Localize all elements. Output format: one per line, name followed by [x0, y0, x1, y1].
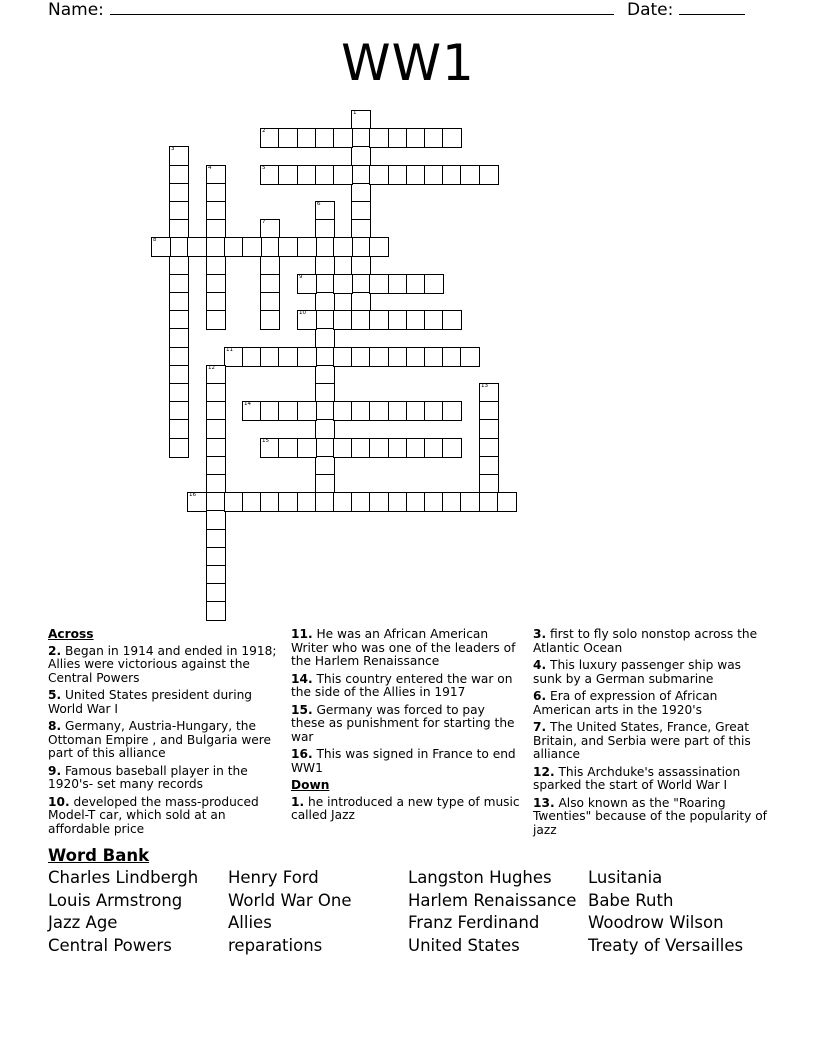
crossword-cell[interactable] [369, 128, 389, 148]
crossword-cell[interactable] [260, 165, 280, 185]
crossword-cell[interactable] [333, 492, 353, 512]
crossword-cell[interactable] [351, 201, 371, 221]
word-bank-item: Franz Ferdinand [408, 913, 540, 933]
crossword-cell[interactable] [206, 474, 226, 494]
crossword-cell[interactable] [260, 310, 280, 330]
crossword-cell[interactable] [406, 310, 426, 330]
word-bank-item: Woodrow Wilson [588, 913, 724, 933]
crossword-cell[interactable] [297, 274, 317, 294]
cell-number: 6 [317, 201, 321, 207]
word-bank-item: Jazz Age [48, 913, 118, 933]
crossword-cell[interactable] [278, 438, 298, 458]
crossword-cell[interactable] [297, 310, 317, 330]
crossword-cell[interactable] [169, 237, 189, 257]
clue-down-3: 3. first to fly solo nonstop across the Atlantic Ocean [533, 627, 758, 655]
cell-number: 11 [226, 347, 233, 353]
cell-number: 10 [299, 310, 306, 316]
word-bank-item: Charles Lindbergh [48, 868, 199, 887]
word-bank-item: Allies [228, 913, 272, 933]
crossword-cell[interactable] [315, 310, 335, 330]
date-label: Date: [627, 0, 674, 20]
crossword-cell[interactable] [369, 310, 389, 330]
crossword-cell[interactable] [315, 328, 335, 348]
crossword-cell[interactable] [169, 328, 189, 348]
word-bank-list [48, 867, 788, 957]
crossword-cell[interactable] [369, 492, 389, 512]
crossword-cell[interactable] [351, 183, 371, 203]
clue-across-10: 10. developed the mass-produced Model-T car, which sold at an affordable price [48, 794, 259, 836]
crossword-cell[interactable] [260, 347, 280, 367]
crossword-cell[interactable] [315, 438, 335, 458]
crossword-cell[interactable] [260, 219, 280, 239]
crossword-cell[interactable] [224, 492, 244, 512]
crossword-cell[interactable] [479, 401, 499, 421]
crossword-cell[interactable] [351, 438, 371, 458]
crossword-cell[interactable] [442, 128, 462, 148]
clue-down-7: 7. The United States, France, Great Britain, and Serbia were part of this alliance [533, 720, 751, 761]
crossword-cell[interactable] [260, 401, 280, 421]
crossword-cell[interactable] [369, 237, 389, 257]
crossword-cell[interactable] [260, 492, 280, 512]
crossword-cell[interactable] [242, 237, 262, 257]
clue-across-9: 9. Famous baseball player in the 1920's- set many records [48, 763, 248, 791]
crossword-cell[interactable] [278, 165, 298, 185]
crossword-cell[interactable] [206, 201, 226, 221]
crossword-cell[interactable] [424, 438, 444, 458]
word-bank-item: Harlem Renaissance [408, 890, 577, 910]
clues-column-2 [291, 628, 521, 827]
crossword-cell[interactable] [388, 347, 408, 367]
crossword-cell[interactable] [442, 401, 462, 421]
clue-down-1: 1. he introduced a new type of music called Jazz [291, 794, 520, 822]
crossword-cell[interactable] [333, 401, 353, 421]
word-bank-item: Henry Ford [228, 868, 319, 887]
crossword-cell[interactable] [206, 383, 226, 403]
word-bank-item: Babe Ruth [588, 890, 674, 910]
crossword-cell[interactable] [315, 474, 335, 494]
crossword-cell[interactable] [242, 492, 262, 512]
crossword-cell[interactable] [206, 256, 226, 276]
crossword-cell[interactable] [260, 292, 280, 312]
crossword-cell[interactable] [242, 401, 262, 421]
clue-down-4: 4. This luxury passenger ship was sunk by a German submarine [533, 658, 742, 686]
word-bank-item: United States [408, 935, 520, 955]
crossword-cell[interactable] [351, 165, 371, 185]
crossword-cell[interactable] [206, 401, 226, 421]
crossword-cell[interactable] [369, 401, 389, 421]
crossword-cell[interactable] [169, 256, 189, 276]
crossword-cell[interactable] [442, 492, 462, 512]
crossword-cell[interactable] [333, 347, 353, 367]
crossword-cell[interactable] [388, 401, 408, 421]
crossword-cell[interactable] [351, 237, 371, 257]
word-bank-item: World War One [228, 890, 352, 910]
cell-number: 15 [262, 438, 269, 444]
crossword-cell[interactable] [260, 237, 280, 257]
crossword-cell[interactable] [315, 292, 335, 312]
crossword-cell[interactable] [424, 274, 444, 294]
crossword-cell[interactable] [297, 237, 317, 257]
crossword-cell[interactable] [297, 438, 317, 458]
crossword-cell[interactable] [206, 601, 226, 621]
crossword-cell[interactable] [278, 237, 298, 257]
crossword-cell[interactable] [169, 146, 189, 166]
clue-across-15: 15. Germany was forced to pay these as punishment for starting the war [291, 702, 515, 744]
crossword-cell[interactable] [442, 310, 462, 330]
crossword-cell[interactable] [151, 237, 171, 257]
crossword-cell[interactable] [333, 310, 353, 330]
crossword-cell[interactable] [206, 456, 226, 476]
crossword-cell[interactable] [169, 183, 189, 203]
cell-number: 7 [262, 219, 266, 225]
crossword-cell[interactable] [206, 165, 226, 185]
crossword-cell[interactable] [351, 256, 371, 276]
crossword-cell[interactable] [206, 292, 226, 312]
crossword-cell[interactable] [187, 237, 207, 257]
crossword-cell[interactable] [169, 310, 189, 330]
crossword-cell[interactable] [369, 165, 389, 185]
word-bank-title: Word Bank [48, 846, 150, 865]
crossword-cell[interactable] [169, 419, 189, 439]
crossword-cell[interactable] [315, 383, 335, 403]
crossword-cell[interactable] [169, 201, 189, 221]
crossword-cell[interactable] [169, 219, 189, 239]
crossword-cell[interactable] [460, 492, 480, 512]
crossword-cell[interactable] [351, 492, 371, 512]
word-bank-item: Treaty of Versailles [588, 935, 744, 955]
cell-number: 1 [353, 110, 357, 116]
crossword-cell[interactable] [388, 274, 408, 294]
crossword-cell[interactable] [406, 274, 426, 294]
crossword-cell[interactable] [351, 128, 371, 148]
clue-down-6: 6. Era of expression of African American arts in the 1920's [533, 689, 718, 717]
crossword-cell[interactable] [169, 165, 189, 185]
crossword-cell[interactable] [206, 419, 226, 439]
crossword-cell[interactable] [315, 128, 335, 148]
crossword-cell[interactable] [206, 438, 226, 458]
crossword-cell[interactable] [297, 401, 317, 421]
crossword-cell[interactable] [406, 347, 426, 367]
crossword-cell[interactable] [315, 165, 335, 185]
crossword-cell[interactable] [315, 274, 335, 294]
crossword-cell[interactable] [388, 165, 408, 185]
crossword-cell[interactable] [260, 438, 280, 458]
cell-number: 9 [299, 274, 303, 280]
crossword-cell[interactable] [242, 347, 262, 367]
crossword-cell[interactable] [206, 310, 226, 330]
crossword-cell[interactable] [315, 201, 335, 221]
crossword-cell[interactable] [388, 128, 408, 148]
crossword-cell[interactable] [479, 474, 499, 494]
crossword-cell[interactable] [369, 438, 389, 458]
crossword-cell[interactable] [351, 146, 371, 166]
crossword-cell[interactable] [260, 256, 280, 276]
crossword-cell[interactable] [424, 165, 444, 185]
crossword-cell[interactable] [315, 401, 335, 421]
clue-across-14: 14. This country entered the war on the side of the Allies in 1917 [291, 671, 513, 699]
crossword-cell[interactable] [406, 128, 426, 148]
crossword-cell[interactable] [169, 401, 189, 421]
crossword-cell[interactable] [278, 492, 298, 512]
crossword-cell[interactable] [333, 165, 353, 185]
clue-across-16: 16. This was signed in France to end WW1 [291, 747, 516, 775]
crossword-cell[interactable] [406, 401, 426, 421]
crossword-cell[interactable] [206, 274, 226, 294]
crossword-cell[interactable] [333, 237, 353, 257]
crossword-cell[interactable] [169, 438, 189, 458]
word-bank-item: Langston Hughes [408, 868, 552, 887]
crossword-cell[interactable] [424, 310, 444, 330]
crossword-cell[interactable] [424, 492, 444, 512]
crossword-cell[interactable] [406, 165, 426, 185]
down-heading: Down [291, 778, 330, 792]
crossword-cell[interactable] [315, 347, 335, 367]
clue-across-8: 8. Germany, Austria-Hungary, the Ottoman Empire , and Bulgaria were part of this alliance [48, 719, 272, 760]
crossword-cell[interactable] [278, 128, 298, 148]
crossword-cell[interactable] [388, 438, 408, 458]
crossword-cell[interactable] [169, 292, 189, 312]
crossword-cell[interactable] [406, 492, 426, 512]
crossword-cell[interactable] [351, 292, 371, 312]
crossword-cell[interactable] [206, 492, 226, 512]
crossword-cell[interactable] [187, 492, 207, 512]
cell-number: 13 [481, 383, 488, 389]
crossword-cell[interactable] [460, 165, 480, 185]
word-bank-item: reparations [228, 935, 323, 955]
crossword-cell[interactable] [442, 165, 462, 185]
crossword-cell[interactable] [315, 219, 335, 239]
crossword-cell[interactable] [351, 110, 371, 130]
crossword-cell[interactable] [351, 219, 371, 239]
cell-number: 16 [189, 492, 196, 498]
crossword-cell[interactable] [479, 492, 499, 512]
crossword-cell[interactable] [424, 128, 444, 148]
crossword-cell[interactable] [297, 165, 317, 185]
crossword-cell[interactable] [315, 419, 335, 439]
crossword-cell[interactable] [169, 365, 189, 385]
clues-column-3 [533, 628, 769, 841]
crossword-cell[interactable] [169, 383, 189, 403]
across-heading: Across [48, 627, 94, 641]
crossword-cell[interactable] [369, 347, 389, 367]
puzzle-title: WW1 [341, 34, 475, 92]
crossword-cell[interactable] [497, 492, 517, 512]
cell-number: 3 [171, 146, 175, 152]
crossword-cell[interactable] [206, 237, 226, 257]
cell-number: 8 [153, 237, 157, 243]
crossword-cell[interactable] [224, 237, 244, 257]
clue-down-13: 13. Also known as the "Roaring Twenties" because of the popularity of jazz [533, 795, 767, 837]
crossword-cell[interactable] [206, 547, 226, 567]
crossword-cell[interactable] [479, 419, 499, 439]
crossword-cell[interactable] [206, 583, 226, 603]
crossword-cell[interactable] [460, 347, 480, 367]
crossword-cell[interactable] [442, 347, 462, 367]
cell-number: 14 [244, 401, 251, 407]
crossword-cell[interactable] [169, 347, 189, 367]
cell-number: 5 [262, 165, 266, 171]
crossword-cell[interactable] [442, 438, 462, 458]
word-bank-item: Louis Armstrong [48, 890, 183, 910]
cell-number: 2 [262, 128, 266, 134]
crossword-cell[interactable] [206, 565, 226, 585]
crossword-cell[interactable] [479, 383, 499, 403]
crossword-cell[interactable] [297, 492, 317, 512]
crossword-cell[interactable] [333, 438, 353, 458]
crossword-cell[interactable] [206, 510, 226, 530]
crossword-cell[interactable] [260, 128, 280, 148]
crossword-cell[interactable] [351, 347, 371, 367]
clue-across-2: 2. Began in 1914 and ended in 1918; Allies were victorious against the Central Powers [48, 643, 277, 685]
crossword-cell[interactable] [406, 438, 426, 458]
clue-across-5: 5. United States president during World War I [48, 688, 253, 716]
crossword-cell[interactable] [206, 219, 226, 239]
crossword-cell[interactable] [479, 456, 499, 476]
crossword-cell[interactable] [333, 274, 353, 294]
clue-across-11: 11. He was an African American Writer who was one of the leaders of the Harlem Renaissance [291, 627, 516, 668]
crossword-cell[interactable] [479, 165, 499, 185]
crossword-cell[interactable] [260, 274, 280, 294]
crossword-cell[interactable] [351, 274, 371, 294]
crossword-cell[interactable] [351, 401, 371, 421]
clues-column-1 [48, 628, 278, 840]
crossword-cell[interactable] [315, 456, 335, 476]
crossword-cell[interactable] [297, 347, 317, 367]
crossword-cell[interactable] [388, 492, 408, 512]
crossword-cell[interactable] [315, 492, 335, 512]
crossword-cell[interactable] [424, 347, 444, 367]
crossword-cell[interactable] [315, 256, 335, 276]
crossword-cell[interactable] [278, 401, 298, 421]
cell-number: 4 [208, 165, 212, 171]
clue-down-12: 12. This Archduke's assassination sparked the start of World War I [533, 764, 741, 792]
name-label: Name: [48, 0, 104, 20]
crossword-cell[interactable] [224, 347, 244, 367]
cell-number: 12 [208, 365, 215, 371]
crossword-cell[interactable] [206, 365, 226, 385]
crossword-cell[interactable] [297, 128, 317, 148]
crossword-cell[interactable] [278, 347, 298, 367]
crossword-cell[interactable] [351, 310, 371, 330]
crossword-cell[interactable] [369, 274, 389, 294]
crossword-cell[interactable] [206, 183, 226, 203]
word-bank [48, 846, 788, 957]
crossword-cell[interactable] [388, 310, 408, 330]
crossword-cell[interactable] [315, 365, 335, 385]
crossword-cell[interactable] [424, 401, 444, 421]
word-bank-item: Lusitania [588, 868, 663, 887]
word-bank-item: Central Powers [48, 935, 172, 955]
crossword-cell[interactable] [479, 438, 499, 458]
crossword-cell[interactable] [333, 128, 353, 148]
crossword-cell[interactable] [206, 529, 226, 549]
crossword-cell[interactable] [315, 237, 335, 257]
crossword-cell[interactable] [169, 274, 189, 294]
